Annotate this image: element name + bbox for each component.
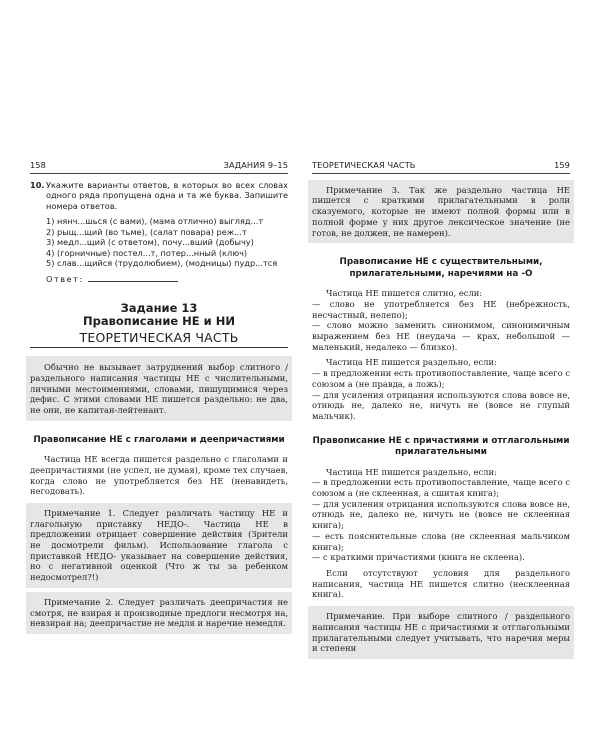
s1-line: — в предложении есть противопоставление, чаще всего с союзом а (не правда, а ложь); xyxy=(312,368,570,389)
note-3-text: Примечание 3. Так же раздельно частица НЕ пишется с краткими прилагательными в роли сказуемого, которые не имеют полной формы или в полной форме у них другое лексическое значение (не готов, не должен, не намерен). xyxy=(312,184,570,238)
theory-heading: ТЕОРЕТИЧЕСКАЯ ЧАСТЬ xyxy=(30,333,288,348)
s2-para2: Если отсутствуют условия для раздельного написания, частица НЕ пишется слитно (несклеенная книга). xyxy=(312,567,570,600)
task-text: Укажите варианты ответов, в которых во всех словах одного ряда пропущена одна и та же буква. Запишите номера ответов. xyxy=(46,179,288,211)
answer-line xyxy=(46,273,288,285)
zadanie-title xyxy=(30,302,288,328)
task-options xyxy=(46,216,288,269)
option-item: 2) рыщ...щий (во тьме), (салат повара) реж...т xyxy=(46,226,247,237)
task-number: 10. xyxy=(30,179,45,190)
s1-line: Частица НЕ пишется слитно, если: xyxy=(326,288,483,299)
s2-line: — для усиления отрицания используются слова вовсе не, отнюдь не, далеко не, ничуть не (вовсе не склеенная книга); xyxy=(312,498,570,531)
section-heading-nouns: Правописание НЕ с существительными, прилагательными, наречиями на -О xyxy=(339,257,543,279)
s1-line: — слово можно заменить синонимом, синонимичным выражением без НЕ (неудача — крах, небольшой — маленький, недалеко — близко). xyxy=(312,320,570,352)
note-2 xyxy=(26,592,292,634)
right-page xyxy=(312,160,570,659)
answer-label: Ответ: xyxy=(46,273,84,284)
note-2-text: Примечание 2. Следует различать деепричастия не смотря, не взирая и производные предлоги несмотря на, невзирая на; деепричастие не медля и наречие немедля. xyxy=(30,596,288,629)
s2-line: Частица НЕ пишется раздельно, если: xyxy=(326,466,497,477)
intro-text: Обычно не вызывает затруднений выбор слитного / раздельного написания частицы НЕ с числительными, личными местоимениями, словами, пишущимися через дефис. С этими словами НЕ пишется раздельно: не два, не они, не капитан-лейтенант. xyxy=(30,362,288,415)
left-page xyxy=(30,160,288,634)
task-10 xyxy=(30,180,288,212)
intro-block xyxy=(26,356,292,421)
answer-blank xyxy=(88,273,178,282)
s1-line: — для усиления отрицания используются слова вовсе не, отнюдь не, далеко не, ничуть не (вовсе не глупый мальчик). xyxy=(312,389,570,421)
s2-note-text: Примечание. При выборе слитного / раздельного написания частицы НЕ с причастиями и отглагольными прилагательными следует учитывать, что наречия меры и степени xyxy=(312,611,570,654)
s2-line: — есть пояснительные слова (не склеенная мальчиком книга); xyxy=(312,530,570,552)
left-running-title: ЗАДАНИЯ 9–15 xyxy=(223,160,288,170)
s2-line: — с краткими причастиями (книга не склеена). xyxy=(312,552,525,563)
s1-line: Частица НЕ пишется раздельно, если: xyxy=(326,357,497,368)
option-item: 1) нянч...шься (с вами), (мама отлично) выгляд...т xyxy=(46,216,264,227)
left-running-head xyxy=(30,160,288,174)
section-heading-verbs: Правописание НЕ с глаголами и деепричастиями xyxy=(33,434,285,445)
right-running-head xyxy=(312,160,570,174)
section-heading-participles: Правописание НЕ с причастиями и отглагольными прилагательными xyxy=(312,435,570,458)
note-1-text: Примечание 1. Следует различать частицу НЕ и глагольную приставку НЕДО-. Частица НЕ в предложении отрицает совершение действия (Зрители не досмотрели фильм). Использование глагола с приставкой НЕДО- указывает на совершение действия, но с негативной оценкой (Что ж ты за ребенком недосмотрел?!) xyxy=(30,507,288,583)
note-1 xyxy=(26,503,292,588)
option-item: 4) (горничные) постел...т, потер...нный (ключ) xyxy=(46,247,248,258)
option-item: 3) медл...щий (с ответом), почу...вший (добычу) xyxy=(46,237,254,248)
zadanie-subtitle: Правописание НЕ и НИ xyxy=(83,314,235,329)
s1-line: — слово не употребляется без НЕ (небрежность, несчастный, нелепо); xyxy=(312,298,570,320)
option-item: 5) слав...щийся (трудолюбием), (модницы) пудр...тся xyxy=(46,258,278,269)
right-page-number: 159 xyxy=(554,160,570,170)
note-3 xyxy=(308,180,574,244)
s2-note xyxy=(308,606,574,659)
left-page-number: 158 xyxy=(30,160,46,170)
s2-line: — в предложении есть противопоставление, чаще всего с союзом а (не склеенная, а сшитая книга); xyxy=(312,477,570,499)
section-text-verbs: Частица НЕ всегда пишется раздельно с глаголами и деепричастиями (не успел, не думая), кроме тех случаев, когда слово не употребляется без НЕ (ненавидеть, негодовать). xyxy=(30,454,288,497)
right-running-title: ТЕОРЕТИЧЕСКАЯ ЧАСТЬ xyxy=(312,160,416,170)
zadanie-number: Задание 13 xyxy=(120,301,198,316)
